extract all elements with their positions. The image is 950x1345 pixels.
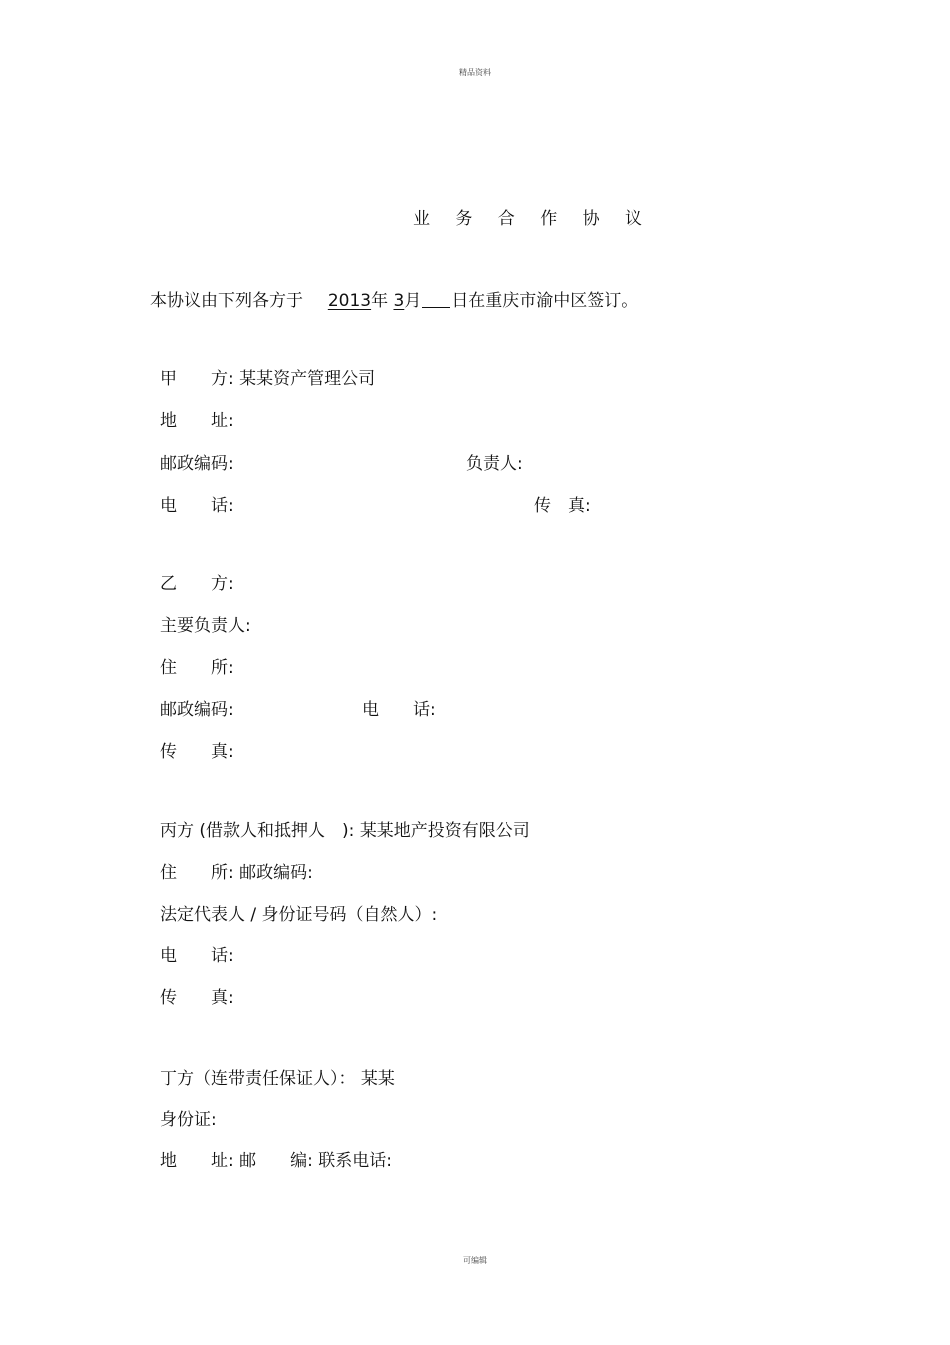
- page-footer: 可编辑: [463, 1256, 487, 1265]
- party-c-name-label: 丙方 (借款人和抵押人 ):: [160, 821, 355, 841]
- party-a-person-label: 负责人:: [466, 454, 523, 474]
- party-d-name-row: [160, 1064, 395, 1089]
- party-c-fax-label: 传 真:: [160, 988, 234, 1008]
- party-d-id-label: 身份证:: [160, 1110, 217, 1130]
- intro-prefix: 本协议由下列各方于: [150, 291, 303, 311]
- party-a-name-row: [160, 364, 375, 389]
- party-c-phone-label: 电 话:: [160, 946, 234, 966]
- party-c-residence-row: [160, 858, 313, 883]
- document-title: 业 务 合 作 协 议: [413, 209, 653, 229]
- party-b-fax-label: 传 真:: [160, 742, 234, 762]
- intro-suffix: 日在重庆市渝中区签订。: [451, 291, 639, 311]
- party-a-name-label: 甲 方:: [160, 369, 234, 389]
- party-b-person-label: 主要负责人:: [160, 616, 251, 636]
- intro-month: 3: [393, 291, 405, 311]
- intro-line: [150, 286, 638, 311]
- party-c-name-row: [160, 816, 530, 841]
- party-c-rep-label: 法定代表人 / 身份证号码（自然人）:: [160, 905, 438, 925]
- party-d-postcode-label: 邮 编:: [239, 1151, 313, 1171]
- party-c-postcode-label: 邮政编码:: [239, 863, 313, 883]
- intro-year-unit: 年: [371, 291, 389, 311]
- party-a-fax-label: 传 真:: [534, 496, 591, 516]
- party-b-name-label: 乙 方:: [160, 574, 234, 594]
- party-b-residence-label: 住 所:: [160, 658, 234, 678]
- party-b-postcode-label: 邮政编码:: [160, 700, 234, 720]
- party-d-name-value: 某某: [360, 1069, 395, 1089]
- party-d-address-label: 地 址:: [160, 1151, 234, 1171]
- party-c-residence-label: 住 所:: [160, 863, 234, 883]
- intro-day-blank: [422, 293, 450, 308]
- party-a-postcode-label: 邮政编码:: [160, 454, 234, 474]
- party-a-address-label: 地 址:: [160, 411, 234, 431]
- party-d-contact-label: 联系电话:: [318, 1151, 393, 1171]
- intro-year: 2013: [327, 291, 372, 311]
- party-d-address-row: [160, 1146, 392, 1171]
- party-a-name-value: 某某资产管理公司: [239, 369, 376, 389]
- page-header: 精品资料: [459, 68, 491, 77]
- party-b-phone-label: 电 话:: [362, 700, 436, 720]
- intro-month-unit: 月: [404, 291, 422, 311]
- party-d-name-label: 丁方（连带责任保证人）：: [160, 1069, 356, 1089]
- party-a-phone-label: 电 话:: [160, 496, 234, 516]
- party-c-name-value: 某某地产投资有限公司: [359, 821, 530, 841]
